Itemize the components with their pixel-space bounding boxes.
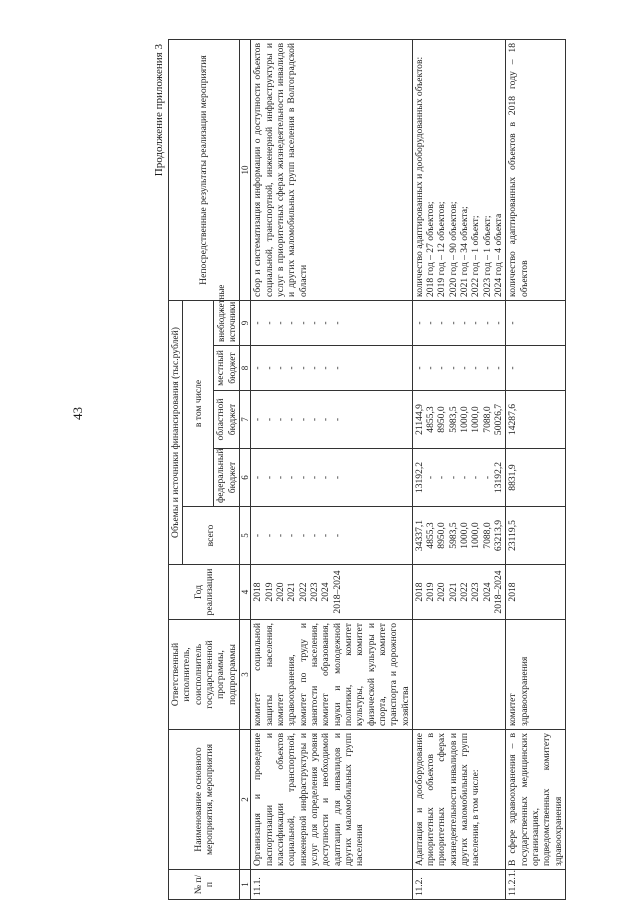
column-number: 10 — [239, 39, 251, 300]
row-name: Адаптация и дооборудование приоритетных объектов в приоритетных сферах жизнедеятельности инвалидов и других маломобильных групп населения, в том числе: — [412, 730, 506, 870]
column-number: 6 — [239, 449, 251, 507]
row-local: - — [506, 346, 566, 391]
row-name: В сфере здравоохранения – в государственных медицинских организациях, подведомственных комитету здравоохранения — [506, 730, 566, 870]
program-table — [168, 39, 566, 900]
header-including: в том числе — [183, 300, 214, 506]
row-name: Организация и проведение паспортизации и классификации объектов социальной, транспортной, инженерной инфраструктуры и услуг для определения уровня доступности и необходимой адаптации для инвалидов и других маломобильных групп населения — [251, 730, 412, 870]
row-federal: 13192,2 - - - - - - 13192,2 — [412, 449, 506, 507]
row-extra: - - - - - - - - — [412, 300, 506, 345]
row-years: 2018 2019 2020 2021 2022 2023 2024 2018–2024 — [251, 565, 412, 620]
header-year: Год реализации — [169, 565, 240, 620]
row-regional: 21144,9 4855,3 8950,0 5983,5 1000,0 1000,0 7088,0 50026,7 — [412, 391, 506, 449]
page-number: 43 — [70, 407, 85, 420]
table-row — [506, 39, 566, 899]
table-row — [251, 39, 412, 899]
header-federal: федеральный бюджет — [214, 449, 240, 507]
column-number: 2 — [239, 730, 251, 870]
row-num: 11.1. — [251, 870, 412, 900]
column-number: 1 — [239, 870, 251, 900]
row-federal: 8831,9 — [506, 449, 566, 507]
rotated-page-content — [150, 40, 620, 900]
column-number: 7 — [239, 391, 251, 449]
header-name: Наименование основного мероприятия, мероприятия — [169, 730, 240, 870]
row-executor: комитет здравоохранения — [506, 620, 566, 730]
row-local: - - - - - - - - — [251, 346, 412, 391]
header-result: Непосредственные результаты реализации мероприятия — [169, 39, 240, 300]
row-local: - - - - - - - - — [412, 346, 506, 391]
header-num: № п/п — [169, 870, 240, 900]
column-number: 4 — [239, 565, 251, 620]
row-result: количество адаптированных и дооборудованных объектов: 2018 год – 27 объектов; 2019 год – 12 объектов; 2020 год – 90 объектов; 2021 год – 34 объекта; 2022 год – 1 объект; 2023 год – 1 объект; 2024 год – 4 объекта — [412, 39, 506, 300]
column-number: 5 — [239, 507, 251, 565]
row-regional: - - - - - - - - — [251, 391, 412, 449]
row-result: количество адаптированных объектов в 2018 году – 18 объектов — [506, 39, 566, 300]
row-num: 11.2. — [412, 870, 506, 900]
row-executor: комитет социальной защиты населения, комитет здравоохранения, комитет по труду и занятости населения, комитет образования, науки и молодежной политики, комитет культуры, комитет физической культуры и спорта, комитет транспорта и дорожного хозяйства — [251, 620, 412, 730]
continuation-label: Продолжение приложения 3 — [153, 44, 165, 177]
row-years: 2018 — [506, 565, 566, 620]
header-regional: областной бюджет — [214, 391, 240, 449]
row-regional: 14287,6 — [506, 391, 566, 449]
column-number: 8 — [239, 346, 251, 391]
table-row — [412, 39, 506, 899]
column-number: 9 — [239, 300, 251, 345]
header-total: всего — [183, 507, 240, 565]
row-total: 34337,1 4855,3 8950,0 5983,5 1000,0 1000,0 7088,0 63213,9 — [412, 507, 506, 565]
row-result: сбор и систематизация информации о доступности объектов социальной, транспортной, инженерной инфраструктуры и услуг в приоритетных сферах жизнедеятельности инвалидов и других маломобильных групп населения в Волгоградской области — [251, 39, 412, 300]
row-total: 23119,5 — [506, 507, 566, 565]
row-num: 11.2.1. — [506, 870, 566, 900]
column-number: 3 — [239, 620, 251, 730]
header-extra: внебюджетные источники — [214, 300, 240, 345]
header-executor: Ответственный исполнитель, соисполнитель государственной программы, подпрограммы — [169, 620, 240, 730]
row-years: 2018 2019 2020 2021 2022 2023 2024 2018–2024 — [412, 565, 506, 620]
row-total: - - - - - - - - — [251, 507, 412, 565]
row-extra: - - - - - - - - — [251, 300, 412, 345]
row-executor — [412, 620, 506, 730]
row-extra: - — [506, 300, 566, 345]
row-federal: - - - - - - - - — [251, 449, 412, 507]
header-funding: Объемы и источники финансирования (тыс.рублей) — [169, 300, 183, 564]
header-local: местный бюджет — [214, 346, 240, 391]
